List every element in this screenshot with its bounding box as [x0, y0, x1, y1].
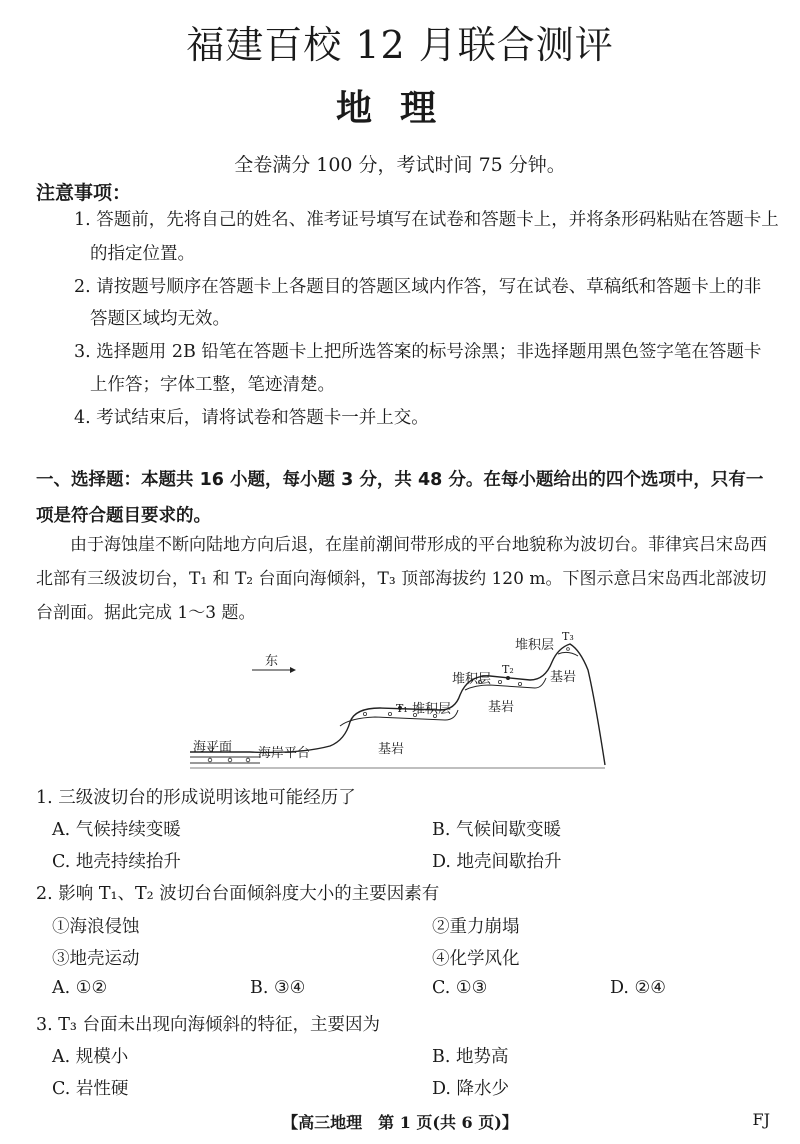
- t1-label: T₁: [396, 702, 408, 715]
- sea-level-label: 海平面: [193, 740, 233, 755]
- notice-heading: 注意事项：: [36, 182, 132, 204]
- q1-option-d[interactable]: D. 地壳间歇抬升: [432, 852, 562, 872]
- q2-item-3: ③地壳运动: [52, 949, 140, 969]
- q3-option-a[interactable]: A. 规模小: [52, 1047, 129, 1067]
- page-footer: 【高三地理 第 1 页(共 6 页)】: [282, 1113, 518, 1132]
- q2-item-4: ④化学风化: [432, 949, 520, 969]
- coastal-platform-label: 海岸平台: [258, 746, 311, 761]
- notice-item-3-line1: 3. 选择题用 2B 铅笔在答题卡上把所选答案的标号涂黑；非选择题用黑色签字笔在答题卡: [74, 342, 762, 362]
- east-label: 东: [265, 654, 279, 669]
- q2-option-c[interactable]: C. ①③: [432, 978, 488, 998]
- t2-label: T₂: [502, 663, 514, 676]
- q3-option-c[interactable]: C. 岩性硬: [52, 1079, 129, 1099]
- notice-item-2-line1: 2. 请按题号顺序在答题卡上各题目的答题区域内作答，写在试卷、草稿纸和答题卡上的非: [74, 277, 762, 297]
- notice-item-4-line1: 4. 考试结束后，请将试卷和答题卡一并上交。: [74, 408, 429, 428]
- footer-code: FJ: [752, 1110, 770, 1129]
- q1-option-b[interactable]: B. 气候间歇变暖: [432, 820, 561, 840]
- deposit-label-1: 堆积层: [412, 702, 452, 717]
- question-2-stem: 2. 影响 T₁、T₂ 波切台台面倾斜度大小的主要因素有: [36, 884, 440, 904]
- deposit-label-3: 堆积层: [515, 638, 555, 653]
- question-3-stem: 3. T₃ 台面未出现向海倾斜的特征，主要因为: [36, 1015, 381, 1035]
- q3-option-d[interactable]: D. 降水少: [432, 1079, 510, 1099]
- q2-option-a[interactable]: A. ①②: [52, 978, 108, 998]
- section-heading: 一、选择题：本题共 16 小题，每小题 3 分，共 48 分。在每小题给出的四个选项中，只有一项是符合题目要求的。: [36, 470, 764, 526]
- notice-item-1-line1: 1. 答题前，先将自己的姓名、准考证号填写在试卷和答题卡上，并将条形码粘贴在答题卡上: [74, 210, 779, 230]
- notice-item-2-line2: 答题区域均无效。: [90, 309, 230, 329]
- t3-label: T₃: [562, 630, 574, 643]
- subject-title: 地理: [335, 87, 464, 129]
- bedrock-label-3: 基岩: [550, 670, 577, 685]
- question-1-stem: 1. 三级波切台的形成说明该地可能经历了: [36, 788, 356, 808]
- wave-cut-platform-figure: [190, 630, 610, 770]
- bedrock-label-2: 基岩: [488, 700, 515, 715]
- q2-option-d[interactable]: D. ②④: [610, 978, 666, 998]
- q1-option-a[interactable]: A. 气候持续变暖: [52, 820, 181, 840]
- q2-option-b[interactable]: B. ③④: [250, 978, 306, 998]
- notice-item-1-line2: 的指定位置。: [90, 244, 195, 264]
- q2-item-1: ①海浪侵蚀: [52, 917, 140, 937]
- deposit-label-2: 堆积层: [452, 672, 492, 687]
- q3-option-b[interactable]: B. 地势高: [432, 1047, 509, 1067]
- q2-item-2: ②重力崩塌: [432, 917, 520, 937]
- bedrock-label-1: 基岩: [378, 742, 405, 757]
- score-info: 全卷满分 100 分，考试时间 75 分钟。: [234, 154, 566, 176]
- exam-title: 福建百校 12 月联合测评: [186, 23, 614, 67]
- material-paragraph: 由于海蚀崖不断向陆地方向后退，在崖前潮间带形成的平台地貌称为波切台。菲律宾吕宋岛西北部有三级波切台，T₁ 和 T₂ 台面向海倾斜，T₃ 顶部海拔约 120 m。下图示意吕宋岛西北部波切台剖面。据此完成 1～3 题。: [36, 535, 767, 623]
- q1-option-c[interactable]: C. 地壳持续抬升: [52, 852, 181, 872]
- notice-item-3-line2: 上作答；字体工整，笔迹清楚。: [90, 375, 335, 395]
